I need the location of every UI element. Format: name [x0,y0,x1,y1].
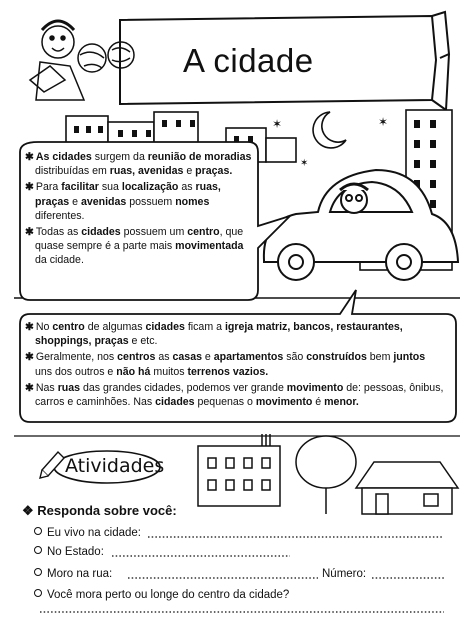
bold-text: cidades [81,226,121,239]
svg-text:✶: ✶ [378,115,389,129]
bold-text: facilitar [61,181,99,194]
bold-text: ruas [57,381,81,394]
bold-text: juntos [393,351,426,364]
asterisk-bullet-icon: ✱ [25,321,34,333]
text: surgem da [91,151,148,163]
text: diferentes. [35,209,85,222]
svg-text:✶: ✶ [300,158,309,169]
circle-bullet-icon [34,546,42,554]
question-street [34,568,112,580]
text: muitos [150,365,188,378]
rich-text [35,151,251,177]
info-paragraph [25,320,445,348]
bold-text: movimento [286,381,344,394]
info-paragraph [25,381,445,409]
bold-text: centro [52,321,85,333]
asterisk-bullet-icon: ✱ [25,181,34,194]
bold-text: avenidas [80,195,127,208]
bold-text: reunião de moradias [147,151,252,163]
bold-text: construídos [306,351,367,364]
bold-text: centros [117,351,156,364]
text: Nas [35,381,58,394]
bold-text: ruas, praças [35,181,221,208]
text: e [183,165,196,178]
bold-text: terrenos vazios. [187,365,269,378]
question-label: Você mora perto ou longe do centro da cidade? [47,589,290,601]
bold-text: nomes [175,195,210,208]
bold-text: ruas, avenidas [109,165,184,178]
circle-bullet-icon [34,527,42,535]
text: as [155,351,173,364]
text: ficam a [184,321,225,333]
asterisk-bullet-icon: ✱ [25,381,34,394]
rich-text [35,321,403,347]
question-state [34,546,104,558]
text: Geralmente, nos [35,351,118,364]
bold-text: As cidades [35,151,92,163]
page-title: A cidade [183,42,314,79]
question-label: Número: [322,568,367,580]
asterisk-bullet-icon: ✱ [25,151,34,163]
activities-title: Atividades [65,455,165,477]
info-paragraph [25,225,253,268]
bold-text: praças. [195,165,233,178]
text: são [283,351,307,364]
info-bubble-top [25,150,253,270]
text: e etc. [128,335,158,348]
kids-with-globe-icon [30,21,134,100]
text: Todas as [35,226,82,239]
bold-text: apartamentos [213,351,284,364]
rich-text [35,382,443,408]
text: pequenas o [194,396,256,409]
respond-heading-text: Responda sobre você: [37,503,177,518]
text: No [35,321,53,333]
question-label: Eu vivo na cidade: [47,527,141,539]
moon-icon [313,112,346,148]
text: e [69,195,81,208]
respond-heading [22,503,177,519]
bold-text: casas [172,351,202,364]
rich-text [35,226,243,266]
circle-bullet-icon [34,568,42,576]
bold-text: movimentada [175,240,244,253]
asterisk-bullet-icon: ✱ [25,351,34,364]
text: , que quase sempre é a parte mais [35,226,244,253]
text: possuem um [120,226,188,239]
bold-text: cidades [155,396,195,409]
info-paragraph [25,150,253,178]
bold-text: cidades [145,321,185,333]
text: e [201,351,214,364]
text: de algumas [84,321,146,333]
question-number [322,568,366,580]
rich-text [35,181,221,221]
question-label: No Estado: [47,546,104,558]
text: bem [366,351,394,364]
svg-text:✶: ✶ [272,117,283,131]
bold-text: centro [187,226,220,239]
info-bubble-bottom [25,320,445,411]
bold-text: menor. [324,396,359,409]
text: as [178,181,196,194]
text: da cidade. [35,254,84,267]
text: das grandes cidades, podemos ver grande [80,381,287,394]
text: de: pessoas, ônibus, carros e caminhões. Nas [35,381,444,409]
question-center [34,589,289,601]
question-label: Moro na rua: [47,568,113,580]
text: sua [98,181,122,194]
asterisk-bullet-icon: ✱ [25,226,34,239]
rich-text [35,351,425,377]
circle-bullet-icon [34,589,42,597]
bold-text: localização [121,181,179,194]
diamond-bullet-icon: ❖ [22,503,34,518]
bold-text: igreja matriz, bancos, restaurantes, shoppings, praças [35,321,403,348]
text: Para [35,181,62,194]
info-paragraph [25,180,253,223]
bold-text: movimento [255,396,313,409]
small-town-scene [198,434,458,514]
text: distribuídas em [35,165,110,178]
text: é [312,396,325,409]
info-paragraph [25,350,445,378]
question-city [34,527,141,539]
text: uns dos outros e [35,365,117,378]
bold-text: não há [116,365,151,378]
text: possuem [126,195,176,208]
